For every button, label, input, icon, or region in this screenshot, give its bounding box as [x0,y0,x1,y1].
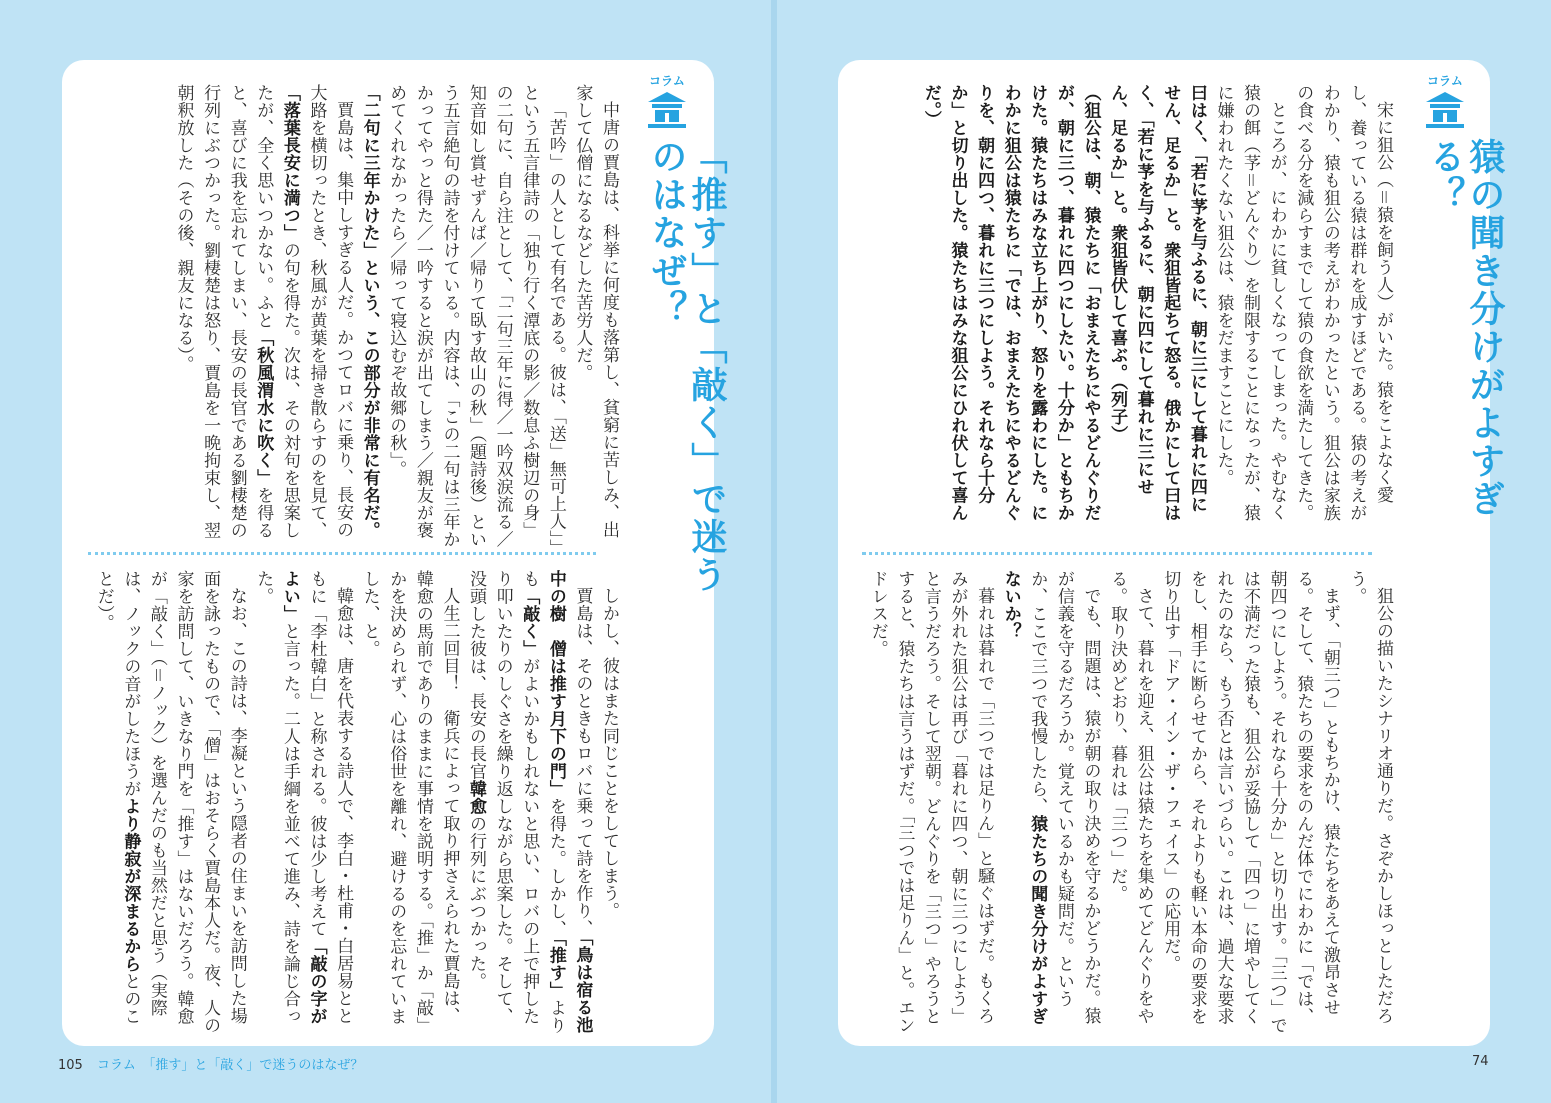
right-paragraph [917,84,1103,524]
left-text-run: がよいかもしれないと思い、ロバの上で押したり叩いたりのしぐさを繰り返しながら思案した。そして、没頭した彼は、長安の長官 [466,570,540,1025]
left-text-run: を得ると、喜びに我を忘れてしまい、長安の長官である劉棲楚の行列にぶつかった。劉棲楚は怒り、賈島を一晩拘束し、翌朝釈放した（その後、親友になる）。 [173,84,274,539]
left-paragraph [462,570,595,1034]
left-emphasis: 「推す」 [545,937,566,999]
left-column-badge [640,72,694,142]
left-page-number: 105 [58,1058,83,1073]
right-paragraph: まず、「朝三つ」ともちかけ、猿たちをあえて激昂させる。そして、猿たちの要求をのんだ体でにわかに「では、朝四つにしよう。それなら十分か」と切り出す。「三つ」では不満だった猿も、狙公が妥協して「四つ」に増やしてくれたのなら、もう否とは言いづらい。これは、過大な要求をし、相手に断らせてから、それよりも軽い本命の要求を切り出す「ドア・イン・ザ・フェイス」の応用だ。 [1160,570,1340,1034]
left-upper-text [88,84,622,550]
right-emphasis: （狙公は、朝、猿たちに「おまえたちにやるどんぐりだが、朝に三つ、暮れに四つにしたい。十分か」ともちかけた。猿たちはみな立ち上がり、怒りを露わにした。にわかに狙公は猿たちに「では、おまえたちにやるどんぐりを、朝に四つ、暮れに三つにしよう。それなら十分か」と切り出した。猿たちはみな狙公にひれ伏して喜んだ。） [920,84,1101,522]
left-text-run: 韓愈は、唐を代表する詩人で、李白・杜甫・白居易とともに「李杜韓白」と称される。彼は少し考えて [306,570,354,1025]
left-text-run: とのことだ）。 [93,570,141,1025]
left-text-run: 賈島は、集中しすぎる人だ。かつてロバに乗り、長安の大路を横切ったとき、秋風が黄葉を掃き散らすのを見て、 [306,84,354,539]
right-paragraph: 暮れは暮れで「三つでは足りん」と騒ぐはずだ。もくろみが外れた狙公は再び「暮れに四つ、朝に三つにしよう」と言うだろう。そして翌朝。どんぐりを「三つ」やろうとすると、猿たちは言うはずだ。「三つでは足りん」と。エンドレスだ。 [867,570,995,1034]
running-head: コラム 「推す」と「敲く」で迷うのはなぜ？ [96,1058,364,1073]
temple-roof-icon [1418,88,1472,140]
left-text-run: よりも [519,570,566,1034]
left-emphasis: 「秋風渭水に吹く」 [253,329,274,487]
left-emphasis: より静寂が深まるから [120,797,141,973]
left-text-run: なお、この詩は、李凝という隠者の住まいを訪問した場面を詠ったもので、「僧」はおそらく賈島本人だ。夜、人の家を訪問して、いきなり門を「推す」はないだろう。韓愈が「敲く」（＝ノック）を選んだのも当然だと思う（実際は、ノックの音がしたほうが [120,570,247,1034]
left-page-footer [58,1054,363,1073]
right-page-title: 猿の聞き分けがよすぎる？ [1424,138,1505,518]
left-paragraph [170,84,356,550]
left-paragraph: 「苦吟」の人として有名である。彼は、「送」無可上人」」という五言律詩の「独り行く潭底の影／数息ふ樹辺の身」の二句に、自ら注として、「二句三年に得／一吟双涙流る／知音如し賞せずんば／帰りて臥す故山の秋」（題詩後）という五言絶句の詩を付けている。内容は、「この二句は三年かかってやっと得た／一吟すると涙が出てしまう／親友が褒めてくれなかったら／帰って寝込むぞ故郷の秋」。 [386,84,566,548]
right-divider [862,552,1372,555]
right-text-run: でも、問題は、猿が朝の取り決めを守るかどうかだ。猿が信義を守るだろうか。覚えているかも疑問だ。というか、ここで三つで我慢したら、 [1027,570,1101,1025]
right-paragraph: ところが、にわかに貧しくなってしまった。やむなく猿の餌（芧＝どんぐり）を制限することになったが、猿に嫌われたくない狙公は、猿をだますことにした。 [1213,84,1287,522]
right-paragraph: 狙公の描いたシナリオ通りだ。さぞかしほっとしただろう。 [1346,570,1393,1025]
left-emphasis: 「鳥は宿る池中の樹 僧は推す月下の門」 [545,570,593,1034]
left-paragraph [90,570,250,1034]
left-text-run: の行列にぶつかった。 [466,815,487,990]
left-paragraph [250,570,356,1034]
right-page-number: 74 [1472,1054,1489,1069]
left-page-title: 「推す」と「敲く」で迷うのはなぜ？ [646,138,727,594]
right-paragraph: 宋に狙公（＝猿を飼う人）がいた。猿をこよなく愛し、養っている猿は群れを成すほどである。猿の考えがわかり、猿も狙公の考えがわかったという。狙公は家族の食べる分を減らすまでして猿の食欲を満たしてきた。 [1293,84,1393,522]
left-lower-text [88,570,622,1034]
right-paragraph [1103,84,1209,524]
left-text-run: 賈島は、そのときもロバに乗って詩を作り、 [572,587,593,937]
column-label: コラム [649,74,685,88]
right-upper-text [862,84,1396,524]
left-emphasis: 「敲く」 [519,587,540,658]
left-paragraph [356,84,383,550]
left-emphasis: 「二句に三年かけた」という、この部分が非常に有名だ。 [359,84,380,539]
left-divider [88,552,596,555]
left-emphasis: 「敲の字がよい」 [279,570,327,1025]
right-column-badge [1418,72,1472,142]
right-emphasis: 猿たちの聞き分けがよすぎないか？ [1000,570,1048,1025]
right-emphasis: 曰はく、「若に芧を与ふるに、朝に三にして暮れに四にせん、足るか」と。衆狙皆起ちて怒る。俄かにして曰はく、「若に芧を与ふるに、朝に四にして暮れに三にせん、足るか」と。衆狙皆伏して喜ぶ。（列子） [1107,84,1207,522]
left-paragraph: 中唐の賈島は、科挙に何度も落第し、貧窮に苦しみ、出家して仏僧になるなどした苦労人だ。 [572,84,619,539]
temple-roof-icon [640,88,694,140]
right-paragraph: さて、暮れを迎え、狙公は猿たちを集めてどんぐりをやる。取り決めどおり、暮れは「三つ」だ。 [1107,570,1154,1025]
left-emphasis: 韓愈 [466,780,487,815]
right-page-footer [1472,1054,1489,1069]
right-paragraph [997,570,1103,1034]
left-text-run: を得た。しかし、 [545,797,566,938]
book-spine [771,0,777,1103]
left-emphasis: 「落葉長安に満つ」 [279,84,300,242]
left-paragraph: しかし、彼はまた同じことをしてしまう。 [599,587,619,920]
column-label: コラム [1427,74,1463,88]
left-paragraph: 人生二回目！ 衛兵によって取り押さえられた賈島は、韓愈の馬前でありのままに事情を説明する。「推」か「敲」かを決められず、心は俗世を離れ、避けるのを忘れていました、と。 [359,570,460,1034]
left-text-run: と言った。二人は手綱を並べて進み、詩を論じ合った。 [253,570,300,1025]
left-text-run: の句を得た。次は、その対句を思案したが、全く思いつかない。ふと [253,84,300,539]
right-lower-text [862,570,1396,1034]
